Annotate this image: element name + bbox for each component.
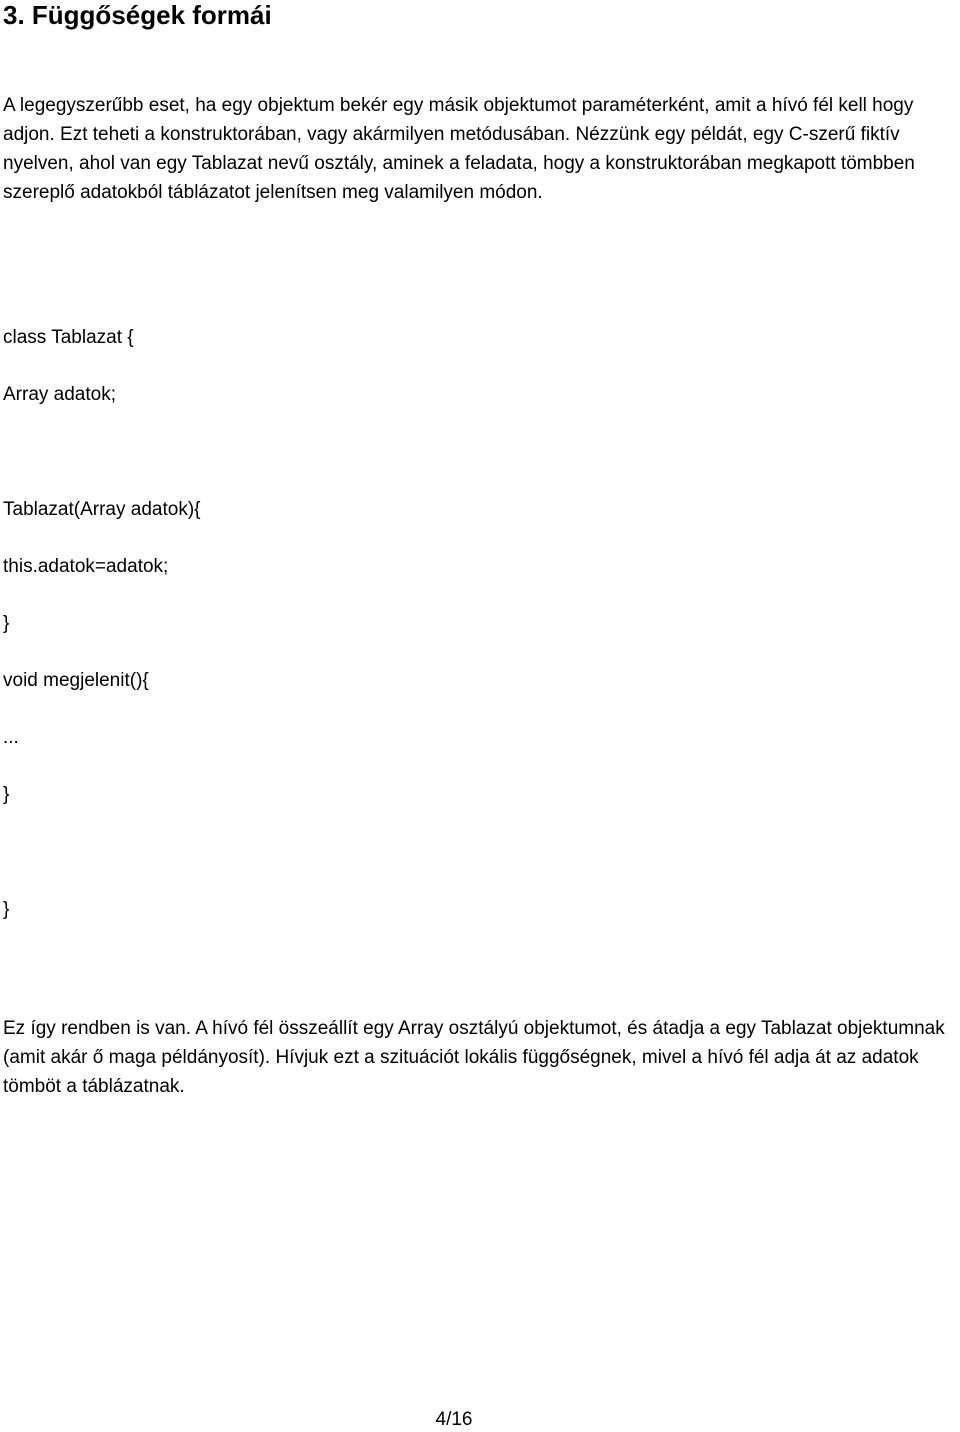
code-line: class Tablazat { (3, 327, 134, 348)
intro-paragraph: A legegyszerűbb eset, ha egy objektum bekér egy másik objektumot paraméterként, amit a hívó fél kell hogy adjon. Ezt teheti a konstruktorában, vagy akármilyen metódusában. Nézzünk egy példát, egy C-szerű fiktív nyelven, ahol van egy Tablazat nevű osztály, aminek a feladata, hogy a konstruktorában megkapott tömbben szereplő adatokból táblázatot jelenítsen meg valamilyen módon. (3, 95, 915, 203)
code-line: } (3, 899, 10, 920)
code-line: } (3, 784, 10, 805)
code-line: Tablazat(Array adatok){ (3, 499, 201, 520)
code-line: this.adatok=adatok; (3, 556, 169, 577)
code-line: void megjelenit(){ (3, 670, 149, 691)
code-line: ... (3, 727, 19, 748)
page-number: 4/16 (435, 1409, 473, 1430)
code-line: Array adatok; (3, 384, 116, 405)
outro-paragraph: Ez így rendben is van. A hívó fél összeállít egy Array osztályú objektumot, és átadja a egy Tablazat objektumnak (amit akár ő maga példányosít). Hívjuk ezt a szituációt lokális függőségnek, mivel a hívó fél adja át az adatok tömböt a táblázatnak. (3, 1018, 945, 1097)
code-line: } (3, 613, 10, 634)
section-heading: 3. Függőségek formái (3, 0, 272, 30)
